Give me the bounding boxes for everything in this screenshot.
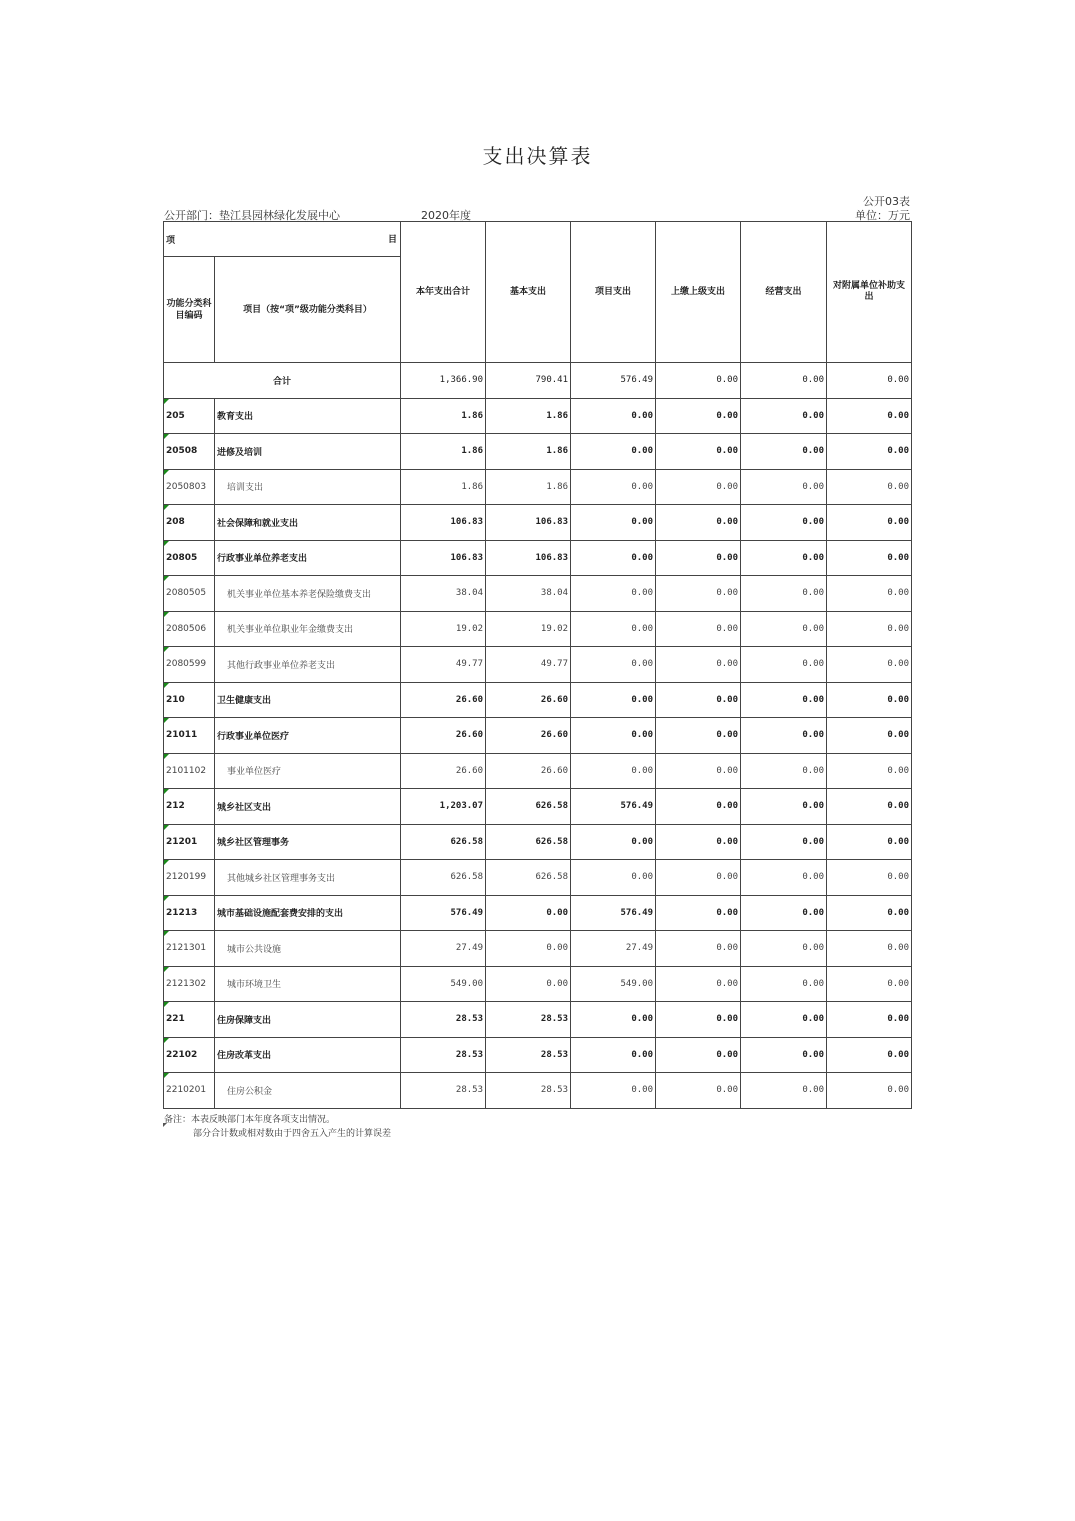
- table-row: [164, 931, 912, 967]
- row-value: 0.00: [741, 647, 827, 683]
- row-value: 0.00: [827, 895, 912, 931]
- row-code: 21201: [164, 824, 215, 860]
- row-value: 0.00: [741, 398, 827, 434]
- row-name: 其他城乡社区管理事务支出: [215, 860, 401, 896]
- row-value: 0.00: [827, 931, 912, 967]
- row-value: 0.00: [741, 966, 827, 1002]
- row-name: 城市公共设施: [215, 931, 401, 967]
- row-value: 0.00: [741, 1002, 827, 1038]
- row-value: 26.60: [401, 682, 486, 718]
- row-value: 0.00: [571, 718, 656, 754]
- row-value: 106.83: [486, 540, 571, 576]
- row-value: 626.58: [486, 860, 571, 896]
- row-value: 0.00: [827, 576, 912, 612]
- total-value: 576.49: [571, 363, 656, 399]
- row-value: 28.53: [486, 1002, 571, 1038]
- row-value: 549.00: [571, 966, 656, 1002]
- row-value: 106.83: [401, 540, 486, 576]
- row-value: 0.00: [571, 682, 656, 718]
- row-value: 28.53: [401, 1073, 486, 1109]
- table-row: [164, 860, 912, 896]
- row-value: 0.00: [656, 895, 741, 931]
- total-value: 1,366.90: [401, 363, 486, 399]
- row-value: 0.00: [827, 398, 912, 434]
- table-row: [164, 682, 912, 718]
- row-value: 0.00: [656, 469, 741, 505]
- row-code: 210: [164, 682, 215, 718]
- row-value: 0.00: [571, 1037, 656, 1073]
- row-value: 26.60: [486, 753, 571, 789]
- row-value: 0.00: [656, 753, 741, 789]
- row-value: 0.00: [656, 1002, 741, 1038]
- table-row: [164, 540, 912, 576]
- row-value: 26.60: [401, 718, 486, 754]
- row-name: 机关事业单位职业年金缴费支出: [215, 611, 401, 647]
- header-code: 功能分类科目编码: [164, 257, 215, 363]
- row-value: 0.00: [827, 1002, 912, 1038]
- header-project-expenditure: 项目支出: [571, 222, 656, 363]
- table-row: [164, 434, 912, 470]
- row-value: 0.00: [827, 718, 912, 754]
- row-name: 城乡社区支出: [215, 789, 401, 825]
- row-value: 106.83: [401, 505, 486, 541]
- row-name: 住房保障支出: [215, 1002, 401, 1038]
- row-value: 0.00: [571, 753, 656, 789]
- table-row: [164, 753, 912, 789]
- row-value: 0.00: [741, 682, 827, 718]
- form-number: 公开03表: [863, 195, 910, 208]
- row-name: 教育支出: [215, 398, 401, 434]
- unit-label: 单位：万元: [855, 209, 910, 222]
- header-mu: 目: [388, 235, 398, 245]
- row-name: 培训支出: [215, 469, 401, 505]
- row-value: 0.00: [741, 540, 827, 576]
- row-value: 26.60: [486, 682, 571, 718]
- row-value: 0.00: [741, 931, 827, 967]
- row-value: 549.00: [401, 966, 486, 1002]
- row-value: 0.00: [741, 895, 827, 931]
- total-value: 790.41: [486, 363, 571, 399]
- table-row: [164, 824, 912, 860]
- row-value: 0.00: [656, 718, 741, 754]
- row-value: 19.02: [401, 611, 486, 647]
- row-value: 0.00: [486, 966, 571, 1002]
- row-value: 626.58: [401, 860, 486, 896]
- row-value: 0.00: [827, 434, 912, 470]
- row-value: 27.49: [571, 931, 656, 967]
- row-code: 2120199: [164, 860, 215, 896]
- row-code: 21011: [164, 718, 215, 754]
- row-value: 0.00: [571, 505, 656, 541]
- row-value: 0.00: [741, 824, 827, 860]
- row-value: 626.58: [486, 789, 571, 825]
- row-value: 1.86: [401, 434, 486, 470]
- row-code: 208: [164, 505, 215, 541]
- row-name: 卫生健康支出: [215, 682, 401, 718]
- row-value: 0.00: [827, 1073, 912, 1109]
- row-value: 0.00: [656, 789, 741, 825]
- table-row: [164, 647, 912, 683]
- row-code: 2101102: [164, 753, 215, 789]
- row-value: 28.53: [486, 1073, 571, 1109]
- row-name: 城乡社区管理事务: [215, 824, 401, 860]
- row-value: 0.00: [656, 576, 741, 612]
- row-value: 0.00: [827, 540, 912, 576]
- row-name: 行政事业单位养老支出: [215, 540, 401, 576]
- row-value: 0.00: [741, 789, 827, 825]
- row-value: 0.00: [656, 931, 741, 967]
- table-row: [164, 505, 912, 541]
- row-value: 0.00: [571, 611, 656, 647]
- row-name: 城市环境卫生: [215, 966, 401, 1002]
- row-value: 0.00: [656, 682, 741, 718]
- total-value: 0.00: [656, 363, 741, 399]
- table-row: [164, 966, 912, 1002]
- row-name: 城市基础设施配套费安排的支出: [215, 895, 401, 931]
- row-value: 0.00: [741, 718, 827, 754]
- table-row: [164, 398, 912, 434]
- row-value: 28.53: [486, 1037, 571, 1073]
- row-value: 0.00: [827, 611, 912, 647]
- table-row: [164, 1037, 912, 1073]
- row-value: 0.00: [571, 1002, 656, 1038]
- row-value: 1,203.07: [401, 789, 486, 825]
- row-value: 0.00: [486, 931, 571, 967]
- row-code: 212: [164, 789, 215, 825]
- header-basic-expenditure: 基本支出: [486, 222, 571, 363]
- row-value: 28.53: [401, 1037, 486, 1073]
- row-value: 0.00: [827, 647, 912, 683]
- row-value: 0.00: [741, 469, 827, 505]
- row-value: 0.00: [571, 860, 656, 896]
- year-label: 2020年度: [421, 209, 471, 222]
- row-value: 0.00: [656, 860, 741, 896]
- row-code: 221: [164, 1002, 215, 1038]
- row-value: 0.00: [827, 505, 912, 541]
- row-value: 0.00: [656, 824, 741, 860]
- row-code: 2080505: [164, 576, 215, 612]
- row-value: 49.77: [401, 647, 486, 683]
- row-value: 26.60: [486, 718, 571, 754]
- page-title: 支出决算表: [482, 144, 593, 168]
- header-business-expenditure: 经营支出: [741, 222, 827, 363]
- row-value: 0.00: [656, 1073, 741, 1109]
- row-name: 进修及培训: [215, 434, 401, 470]
- row-value: 0.00: [741, 505, 827, 541]
- row-value: 626.58: [486, 824, 571, 860]
- row-value: 0.00: [827, 789, 912, 825]
- row-value: 0.00: [827, 966, 912, 1002]
- row-value: 576.49: [401, 895, 486, 931]
- row-value: 0.00: [656, 398, 741, 434]
- row-value: 26.60: [401, 753, 486, 789]
- row-value: 0.00: [656, 611, 741, 647]
- row-code: 2080599: [164, 647, 215, 683]
- table-row: [164, 718, 912, 754]
- total-label: 合计: [164, 363, 401, 399]
- row-value: 0.00: [656, 1037, 741, 1073]
- total-row: [164, 363, 912, 399]
- row-value: 0.00: [827, 1037, 912, 1073]
- row-value: 28.53: [401, 1002, 486, 1038]
- table-row: [164, 611, 912, 647]
- row-value: 0.00: [741, 576, 827, 612]
- row-value: 626.58: [401, 824, 486, 860]
- row-value: 576.49: [571, 789, 656, 825]
- row-value: 1.86: [486, 469, 571, 505]
- header-name: 项目（按“项”级功能分类科目）: [215, 257, 401, 363]
- row-code: 22102: [164, 1037, 215, 1073]
- row-value: 0.00: [827, 860, 912, 896]
- row-name: 住房公积金: [215, 1073, 401, 1109]
- note-marker: [163, 1123, 167, 1127]
- row-code: 20508: [164, 434, 215, 470]
- table-row: [164, 469, 912, 505]
- row-value: 38.04: [401, 576, 486, 612]
- row-code: 2080506: [164, 611, 215, 647]
- row-value: 0.00: [571, 576, 656, 612]
- row-value: 1.86: [401, 398, 486, 434]
- table-row: [164, 576, 912, 612]
- row-code: 21213: [164, 895, 215, 931]
- row-value: 0.00: [656, 647, 741, 683]
- row-value: 38.04: [486, 576, 571, 612]
- note-line-1: 备注：本表反映部门本年度各项支出情况。: [164, 1115, 336, 1125]
- row-value: 0.00: [827, 469, 912, 505]
- total-value: 0.00: [827, 363, 912, 399]
- department-label: 公开部门：垫江县园林绿化发展中心: [164, 209, 340, 222]
- header-total-expenditure: 本年支出合计: [401, 222, 486, 363]
- table-row: [164, 1073, 912, 1109]
- row-value: 0.00: [741, 1037, 827, 1073]
- table-row: [164, 895, 912, 931]
- row-value: 0.00: [571, 540, 656, 576]
- row-code: 2121301: [164, 931, 215, 967]
- row-value: 0.00: [656, 505, 741, 541]
- row-value: 0.00: [827, 753, 912, 789]
- row-value: 1.86: [486, 434, 571, 470]
- row-value: 27.49: [401, 931, 486, 967]
- row-value: 1.86: [486, 398, 571, 434]
- row-value: 0.00: [741, 753, 827, 789]
- row-value: 0.00: [741, 434, 827, 470]
- row-value: 0.00: [571, 647, 656, 683]
- row-value: 0.00: [571, 1073, 656, 1109]
- row-value: 0.00: [741, 611, 827, 647]
- row-value: 0.00: [571, 434, 656, 470]
- row-value: 49.77: [486, 647, 571, 683]
- row-value: 19.02: [486, 611, 571, 647]
- row-value: 0.00: [741, 1073, 827, 1109]
- row-code: 20805: [164, 540, 215, 576]
- header-item: [164, 222, 401, 257]
- row-value: 0.00: [571, 398, 656, 434]
- row-name: 社会保障和就业支出: [215, 505, 401, 541]
- row-code: 205: [164, 398, 215, 434]
- row-name: 住房改革支出: [215, 1037, 401, 1073]
- row-value: 0.00: [571, 824, 656, 860]
- total-value: 0.00: [741, 363, 827, 399]
- row-name: 其他行政事业单位养老支出: [215, 647, 401, 683]
- row-value: 0.00: [827, 824, 912, 860]
- row-value: 0.00: [656, 434, 741, 470]
- row-value: 0.00: [827, 682, 912, 718]
- row-name: 行政事业单位医疗: [215, 718, 401, 754]
- row-value: 0.00: [656, 540, 741, 576]
- header-remit-superior: 上缴上级支出: [656, 222, 741, 363]
- row-value: 0.00: [571, 469, 656, 505]
- row-value: 576.49: [571, 895, 656, 931]
- table-row: [164, 1002, 912, 1038]
- row-code: 2050803: [164, 469, 215, 505]
- header-xiang: 项: [166, 235, 176, 246]
- table-row: [164, 789, 912, 825]
- row-code: 2121302: [164, 966, 215, 1002]
- row-name: 机关事业单位基本养老保险缴费支出: [215, 576, 401, 612]
- row-value: 0.00: [656, 966, 741, 1002]
- row-code: 2210201: [164, 1073, 215, 1109]
- note-line-2: 部分合计数或相对数由于四舍五入产生的计算误差: [193, 1129, 392, 1139]
- row-value: 0.00: [741, 860, 827, 896]
- row-value: 1.86: [401, 469, 486, 505]
- header-subsidiary-subsidy: 对附属单位补助支出: [827, 222, 912, 363]
- row-value: 0.00: [486, 895, 571, 931]
- expenditure-table: [163, 221, 912, 1109]
- row-name: 事业单位医疗: [215, 753, 401, 789]
- row-value: 106.83: [486, 505, 571, 541]
